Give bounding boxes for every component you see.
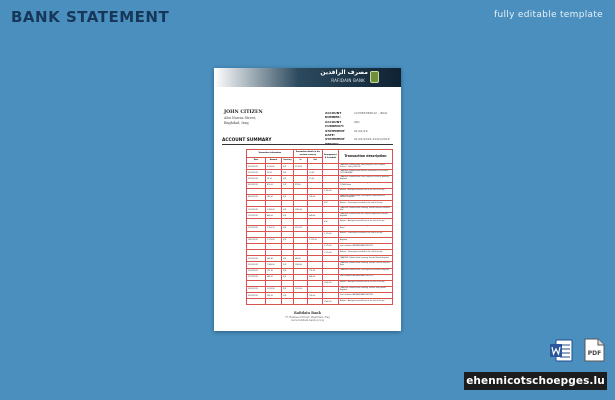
cell-amount: 385.40 (265, 256, 281, 262)
bank-logo-icon (370, 71, 379, 83)
cell-amount: 475.00 (265, 182, 281, 188)
cell-description: TRANSFER: Rafidain Bank Salary Payment Direct Deposit Division - Salary 0001234 (338, 164, 392, 170)
account-detail-value: 01/01/2019-31/01/2019 (354, 137, 390, 142)
cell-amount: 1,965.00 (265, 207, 281, 213)
tagline: fully editable template (494, 10, 603, 20)
page-title: BANK STATEMENT (11, 8, 170, 26)
cell-date: 05/01/2019 (247, 182, 266, 188)
cell-amount: 185.00 (265, 194, 281, 200)
cell-date: 29/01/2019 (247, 286, 266, 292)
account-detail-value: IQD (354, 119, 360, 124)
cell-currency: IQD (282, 268, 294, 274)
footer-bank-name: Rafidain Bank (294, 311, 321, 315)
group-header-overdraft: Arrangement & Overdraft (322, 150, 338, 164)
account-detail-value: 01/01/19 (354, 128, 368, 133)
cell-in: 1,965.00 (293, 207, 308, 213)
cell-overdraft: 1,500.00 (322, 299, 338, 305)
group-header-transaction-info: Transaction Information (247, 150, 294, 158)
cell-description: TRANSFER: Rafidain Bank Vehicle Purchase Installment Baghdad (338, 237, 392, 243)
table-row (247, 299, 393, 305)
cell-amount (265, 299, 281, 305)
cell-description: TRANSFER: Rafidain Bank Card Payment Restaurant Baghdad (338, 268, 392, 274)
cell-amount: 3,130.00 (265, 164, 281, 170)
account-detail-row (325, 120, 390, 129)
cell-date: 08/01/2019 (247, 194, 266, 200)
cell-date: 27/01/2019 (247, 274, 266, 280)
cell-in: 1,015.00 (293, 286, 308, 292)
cell-date: 18/01/2019 (247, 237, 266, 243)
cell-date: 01/01/2019 (247, 164, 266, 170)
cell-currency: IQD (282, 256, 294, 262)
cell-description: TRANSFER: Rafidain Bank Incoming Transfer Family Support Mosul (338, 225, 392, 231)
cell-overdraft: 1,700.00 (322, 188, 338, 194)
account-holder (224, 110, 263, 125)
cell-in: 1,960.00 (293, 262, 308, 268)
transactions-table (246, 149, 393, 305)
cell-amount: 25.00 (265, 170, 281, 176)
pdf-file-icon[interactable] (583, 338, 605, 362)
cell-currency: IQD (282, 170, 294, 176)
column-header-in: In (293, 158, 308, 164)
cell-date (247, 299, 266, 305)
bank-name-english: RAFIDAIN BANK (331, 78, 365, 83)
bank-name-arabic: مصرف الرافدين (320, 69, 368, 76)
holder-address-line: Abu Nawas Street, (224, 116, 257, 120)
cell-amount: 131.30 (265, 268, 281, 274)
cell-amount: 295.00 (265, 293, 281, 299)
cell-in: 385.40 (293, 256, 308, 262)
pdf-label: PDF (587, 350, 602, 357)
cell-description: TRANSFER: Rafidain Bank Card Payment Supermarket Al Mansour Baghdad (338, 194, 392, 200)
cell-amount: 2,155.70 (265, 225, 281, 231)
cell-out: 15.50 (308, 176, 323, 182)
holder-address-line: Baghdad, Iraq (224, 121, 249, 125)
cell-currency: IQD (282, 194, 294, 200)
cell-description: Loan to Banker RAFIDAIN BANK DEPOSITS (338, 274, 392, 280)
document-footer (214, 311, 401, 322)
cell-in: 475.00 (293, 182, 308, 188)
cell-in: 3,130.00 (293, 164, 308, 170)
cell-date: 12/01/2019 (247, 213, 266, 219)
cell-amount: 15.50 (265, 176, 281, 182)
account-summary-title: ACCOUNT SUMMARY (222, 138, 272, 143)
group-header-account-currency: Transaction details in the account currency (293, 150, 322, 158)
column-header-out: Out (308, 158, 323, 164)
column-header-description: Transaction description (338, 150, 392, 164)
holder-name: JOHN CITIZEN (224, 110, 263, 115)
cell-currency: IQD (282, 274, 294, 280)
cell-currency: IQD (282, 182, 294, 188)
cell-in (293, 299, 308, 305)
cell-out: 25.00 (308, 170, 323, 176)
cell-description: Balance - Arranged overdraft limit at the end of the day (338, 280, 392, 286)
cell-description: Loan to Banker RAFIDAIN BANK DEPOSITS (338, 243, 392, 249)
cell-description: TRANSFER: Rafidain Bank Utility Payment Electricity Authority Baghdad (338, 176, 392, 182)
account-details (325, 111, 390, 146)
cell-overdraft: 1,500.00 (322, 280, 338, 286)
footer-address: 57 Rasheed Street, Baghdad, Iraq (285, 315, 330, 319)
site-banner[interactable]: ehennicotschoepges.lu (464, 372, 607, 390)
document-header (214, 68, 401, 87)
account-detail-label: ACCOUNT NUMBER: (325, 111, 342, 120)
cell-overdraft: 0.00 (322, 219, 338, 225)
cell-amount: 485.00 (265, 274, 281, 280)
cell-currency: IQD (282, 207, 294, 213)
cell-overdraft: 0.00 (322, 200, 338, 206)
cell-description: Balance - Unarranged overdraft at the end of the day (338, 231, 392, 237)
transactions-body (247, 164, 393, 305)
cell-out: 485.00 (308, 274, 323, 280)
cell-currency: IQD (282, 213, 294, 219)
cell-in: 2,155.70 (293, 225, 308, 231)
cell-date: 25/01/2019 (247, 268, 266, 274)
cell-date: 15/01/2019 (247, 225, 266, 231)
cell-description: TRANSFER: Rafidain Bank Account Maintenance Fee January 2019 BAGHDAD (338, 170, 392, 176)
column-header-date: Date (247, 158, 266, 164)
cell-description: Balance - Arranged overdraft limit at the end of the day (338, 299, 392, 305)
cell-description: TRANSFER: Rafidain Bank Incoming Transfer Refund Baghdad (338, 256, 392, 262)
cell-out (308, 299, 323, 305)
cell-out: 185.00 (308, 194, 323, 200)
cell-date: 03/01/2019 (247, 176, 266, 182)
account-detail-row (325, 129, 390, 138)
cell-date: 20/01/2019 (247, 256, 266, 262)
cell-out: 131.30 (308, 268, 323, 274)
cell-overdraft: 1,175.00 (322, 243, 338, 249)
account-detail-value: 123456789012 - IRAQ (354, 111, 388, 115)
cell-description: TRANSFER: Rafidain Bank Incoming Transfer Business Payment Erbil (338, 207, 392, 213)
cell-currency (282, 299, 294, 305)
footer-website: www.rafidain-bank.gov.iq (290, 319, 325, 322)
account-detail-label: STATEMENT DATE: (325, 128, 345, 138)
cell-date: 30/01/2019 (247, 293, 266, 299)
word-file-icon[interactable] (549, 339, 573, 362)
cell-description: Balance - Unarranged overdraft at the end of the day (338, 250, 392, 256)
cell-amount: 480.00 (265, 213, 281, 219)
cell-description: TRANSFER: Rafidain Bank Incoming Transfer From Account 123456 Basra (338, 182, 392, 188)
cell-out: 295.00 (308, 293, 323, 299)
cell-amount: 1,960.00 (265, 262, 281, 268)
cell-currency: IQD (282, 176, 294, 182)
cell-currency: IQD (282, 237, 294, 243)
cell-description: TRANSFER: Rafidain Bank Incoming Transfer Salary Bonus Baghdad (338, 286, 392, 292)
summary-divider (222, 144, 393, 145)
table-group-header-row (247, 150, 393, 158)
statement-document (214, 68, 401, 331)
cell-currency: IQD (282, 293, 294, 299)
cell-description: Balance - Arranged overdraft limit at the end of the day (338, 219, 392, 225)
cell-description: TRANSFER: Rafidain Bank Rent Payment Apartment Karrada Baghdad (338, 213, 392, 219)
cell-amount: 1,015.00 (265, 286, 281, 292)
account-detail-row (325, 111, 390, 120)
cell-amount: 1,175.00 (265, 237, 281, 243)
cell-currency: IQD (282, 164, 294, 170)
cell-date: 10/01/2019 (247, 207, 266, 213)
account-detail-label: ACCOUNT CURRENCY: (325, 119, 345, 129)
column-header-currency: Currency (282, 158, 294, 164)
cell-currency: IQD (282, 262, 294, 268)
account-detail-label: STATEMENT (325, 137, 345, 142)
cell-overdraft: 1,175.00 (322, 231, 338, 237)
cell-out: 480.00 (308, 213, 323, 219)
cell-date: 22/01/2019 (247, 262, 266, 268)
cell-out: 1,175.00 (308, 237, 323, 243)
cell-description: Loan to Banker RAFIDAIN BANK DEPOSITS (338, 293, 392, 299)
cell-currency: IQD (282, 286, 294, 292)
cell-description: Balance - Arranged overdraft limit at the end of the day (338, 188, 392, 194)
cell-currency: IQD (282, 225, 294, 231)
cell-overdraft: 1,175.00 (322, 250, 338, 256)
cell-date: 02/01/2019 (247, 170, 266, 176)
cell-description: Balance - Unarranged overdraft at the end of the day (338, 200, 392, 206)
column-header-amount: Amount (265, 158, 281, 164)
cell-description: TRANSFER: Rafidain Bank Incoming Transfer Contract Payment Najaf (338, 262, 392, 268)
